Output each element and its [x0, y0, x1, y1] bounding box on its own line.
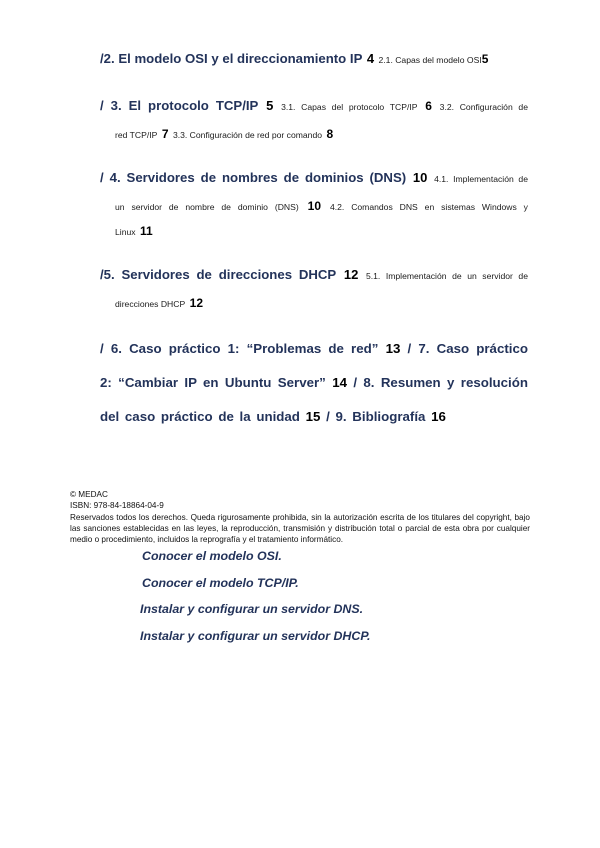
objective-item: Instalar y configurar un servidor DNS. — [140, 602, 364, 616]
toc-title-7[interactable]: / 7. Caso práctico 2: “Cambiar IP en Ubuntu Server” — [100, 341, 528, 390]
toc-entry-2[interactable] — [100, 44, 528, 75]
toc-sub-3-2-cont[interactable]: red TCP/IP — [115, 130, 158, 140]
toc-sub-4-2[interactable]: 4.2. Comandos DNS en sistemas Windows y — [329, 202, 528, 212]
toc-sub-page-3-3: 8 — [326, 127, 334, 141]
toc-sub-5-1[interactable]: 5.1. Implementación de un servidor de — [365, 271, 528, 281]
toc-page-3: 5 — [266, 98, 274, 113]
toc-entry-5[interactable] — [100, 260, 528, 316]
copyright-line: © MEDAC — [70, 490, 108, 499]
toc-entries-6-9 — [100, 332, 528, 434]
toc-page-8: 15 — [305, 409, 321, 424]
copyright-footer — [70, 489, 530, 545]
toc-sub-page-4-1: 10 — [307, 199, 322, 213]
toc-page-2: 4 — [366, 51, 375, 66]
toc-title-6[interactable]: / 6. Caso práctico 1: “Problemas de red” — [100, 341, 379, 356]
toc-sub-page-2-1: 5 — [481, 52, 489, 66]
table-of-contents — [100, 44, 528, 434]
toc-entry-3[interactable] — [100, 91, 528, 147]
toc-page-7: 14 — [332, 375, 347, 390]
toc-title-9[interactable]: / 9. Bibliografía — [326, 409, 426, 424]
toc-entry-4[interactable] — [100, 163, 528, 244]
toc-sub-3-2[interactable]: 3.2. Configuración de — [439, 102, 528, 112]
objective-item: Instalar y configurar un servidor DHCP. — [140, 628, 371, 643]
toc-sub-2-1[interactable]: 2.1. Capas del modelo OSI — [378, 55, 482, 65]
objectives-list — [140, 548, 370, 654]
toc-title-2[interactable]: /2. El modelo OSI y el direccionamiento IP — [100, 51, 363, 66]
toc-sub-page-3-1: 6 — [425, 99, 432, 113]
toc-sub-4-1[interactable]: 4.1. Implementación de — [434, 174, 528, 184]
rights-notice: Reservados todos los derechos. Queda rigurosamente prohibida, sin la autorización escrita de los titulares del copyright, bajo las sanciones establecidas en las leyes, la reproducción, transmisión y distribución total o parcial de esta obra por cualquier medio o procedimiento, incluidos la reprografía y el tratamiento informático. — [70, 512, 530, 545]
toc-sub-5-1-cont[interactable]: direcciones DHCP — [115, 299, 186, 309]
objective-item: Conocer el modelo OSI. — [142, 549, 282, 563]
toc-sub-3-3[interactable]: 3.3. Configuración de red por comando — [172, 130, 323, 140]
toc-page-4: 10 — [412, 170, 428, 185]
toc-page-6: 13 — [385, 341, 401, 356]
toc-page-5: 12 — [343, 267, 359, 282]
toc-page-9: 16 — [431, 409, 446, 424]
toc-sub-page-3-2: 7 — [161, 127, 169, 141]
toc-sub-page-5-1: 12 — [189, 296, 204, 310]
objective-item: Conocer el modelo TCP/IP. — [142, 575, 299, 590]
toc-title-4[interactable]: / 4. Servidores de nombres de dominios (DNS) — [100, 170, 407, 185]
toc-title-8[interactable]: / 8. Resumen y resolución del caso práctico de la unidad — [100, 375, 529, 424]
isbn-line: ISBN: 978-84-18864-04-9 — [70, 501, 164, 511]
toc-sub-4-2-cont[interactable]: Linux — [115, 227, 136, 237]
toc-sub-3-1[interactable]: 3.1. Capas del protocolo TCP/IP — [281, 102, 418, 112]
toc-sub-4-1-cont[interactable]: un servidor de nombre de dominio (DNS) — [115, 202, 299, 212]
toc-title-3[interactable]: / 3. El protocolo TCP/IP — [100, 98, 259, 113]
toc-sub-page-4-2: 11 — [140, 224, 153, 238]
toc-title-5[interactable]: /5. Servidores de direcciones DHCP — [100, 267, 337, 282]
